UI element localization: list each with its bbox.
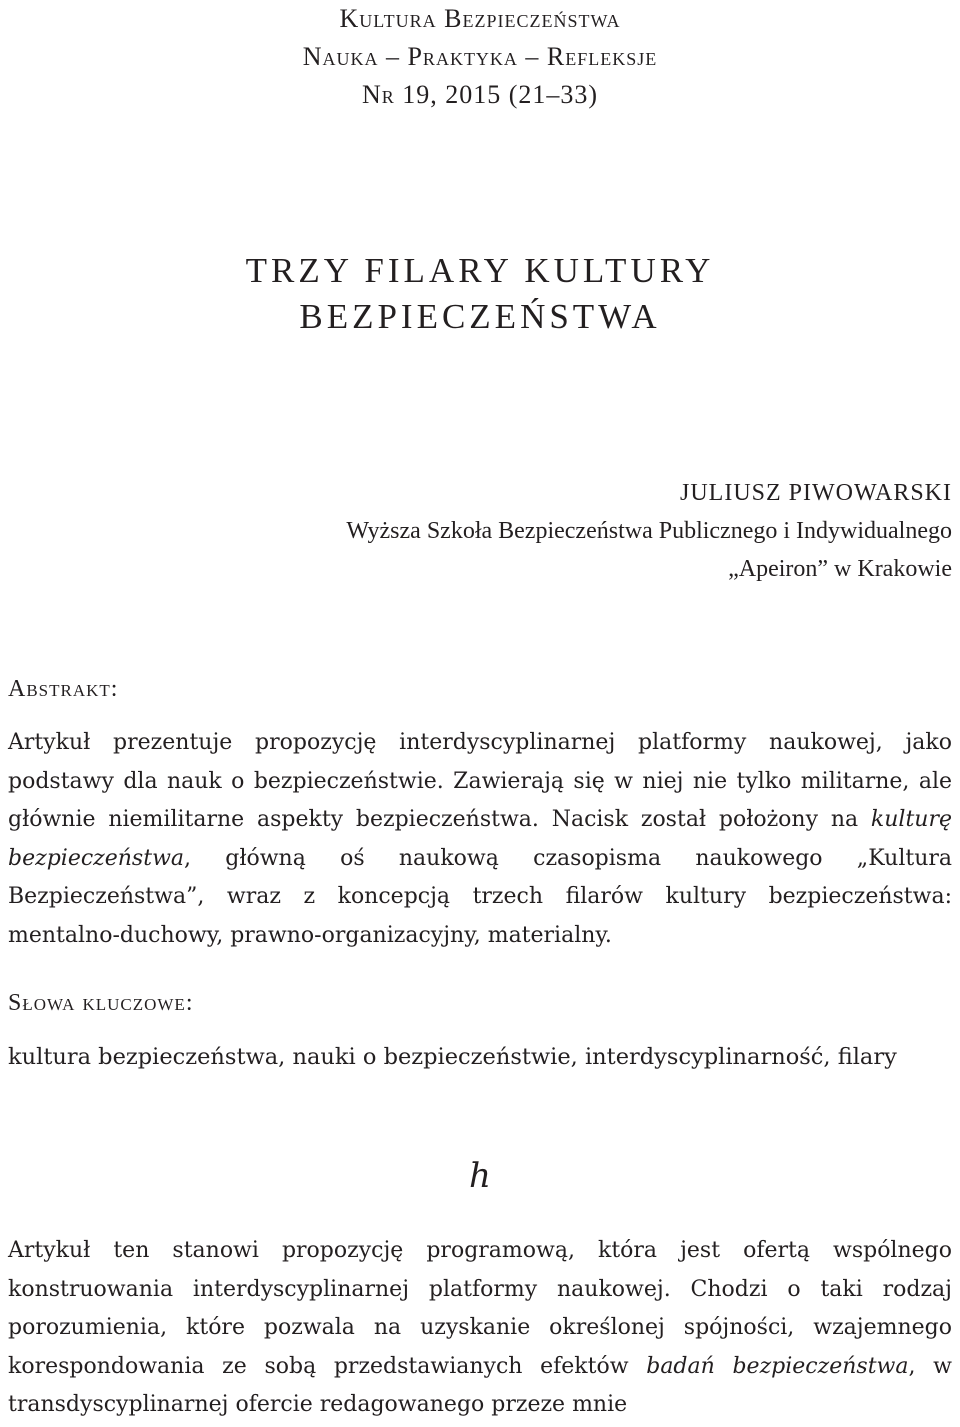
- main-text: [8, 1232, 952, 1425]
- abstract-text-part-2: , główną oś naukową czasopisma naukowego „Kultura Bezpieczeństwa”, wraz z koncepcją trzech filarów kultury bezpieczeństwa: mentalno-duchowy, prawno-organizacyjny, materialny.: [8, 845, 952, 948]
- article-title-line-2: BEZPIECZEŃSTWA: [299, 297, 661, 336]
- author-affiliation-line-2: „Apeiron” w Krakowie: [728, 556, 952, 582]
- section-ornament: ℎ: [469, 1158, 491, 1195]
- abstract-text-part-1: Artykuł prezentuje propozycję interdyscyplinarnej platformy naukowej, jako podstawy dla nauk o bezpieczeństwie. Zawierają się w niej nie tylko militarne, ale głównie niemilitarne aspekty bezpieczeństwa. Nacisk został położony na: [8, 730, 952, 832]
- article-title: [0, 248, 960, 340]
- journal-header: [0, 0, 960, 114]
- journal-issue: Nr 19, 2015 (21–33): [361, 80, 599, 109]
- abstract-label: Abstrakt:: [8, 676, 119, 702]
- keywords-label: Słowa kluczowe:: [8, 990, 194, 1016]
- author-block: [346, 474, 952, 588]
- journal-title: Kultura Bezpieczeństwa: [339, 4, 621, 33]
- abstract-text: [8, 724, 952, 955]
- keywords-text: [8, 1038, 952, 1077]
- journal-subtitle: Nauka – Praktyka – Refleksje: [302, 42, 658, 71]
- article-title-line-1: TRZY FILARY KULTURY: [245, 251, 715, 290]
- main-text-part-2: , w transdyscyplinarnej ofercie redagowanego przeze mnie: [8, 1353, 952, 1417]
- main-emphasis: badań bezpieczeństwa: [646, 1353, 909, 1379]
- main-text-part-1: Artykuł ten stanowi propozycję programową, która jest ofertą wspólnego konstruowania interdyscyplinarnej platformy naukowej. Chodzi o taki rodzaj porozumienia, które pozwala na uzyskanie określonej spójności, wzajemnego korespondowania ze sobą przedstawianych efektów: [8, 1238, 952, 1379]
- author-name: JULIUSZ PIWOWARSKI: [680, 480, 952, 506]
- abstract-emphasis: kulturę bezpieczeństwa: [8, 807, 952, 871]
- author-affiliation-line-1: Wyższa Szkoła Bezpieczeństwa Publicznego i Indywidualnego: [346, 518, 952, 544]
- keywords-list: kultura bezpieczeństwa, nauki o bezpieczeństwie, interdyscyplinarność, filary: [8, 1044, 897, 1070]
